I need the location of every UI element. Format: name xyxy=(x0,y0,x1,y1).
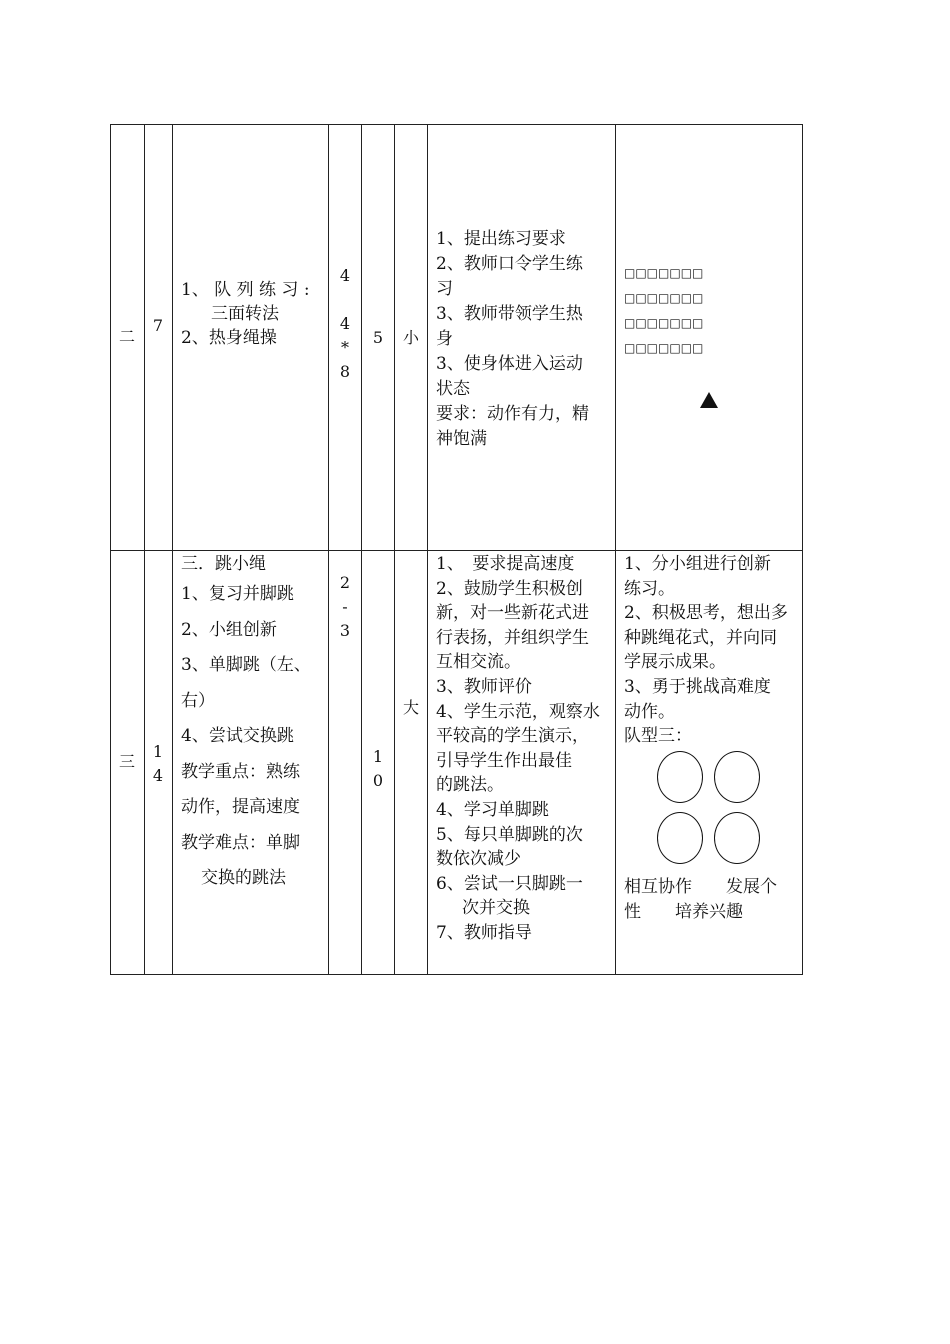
count-char: 8 xyxy=(339,362,351,381)
student-line: 学展示成果。 xyxy=(624,652,726,673)
student-line: 3、勇于挑战高难度 xyxy=(624,676,771,697)
method-line: 数依次减少 xyxy=(436,849,521,870)
col-line xyxy=(615,124,616,975)
count-char: 4 xyxy=(339,314,351,333)
count-char: 3 xyxy=(339,621,351,640)
content-line: 三面转法 xyxy=(211,304,279,324)
count-char: 2 xyxy=(339,573,351,592)
method-line: 引导学生作出最佳 xyxy=(436,750,572,771)
minutes-char: 4 xyxy=(152,766,164,785)
content-cell xyxy=(181,278,323,350)
col-line xyxy=(110,124,111,975)
content-line: 动作，提高速度 xyxy=(181,797,300,817)
content-line: 交换的跳法 xyxy=(201,868,286,888)
closing-cell xyxy=(624,875,800,924)
content-line: 三．跳小绳 xyxy=(181,554,266,574)
section-label: 二 xyxy=(118,327,135,346)
group-circle xyxy=(714,751,760,803)
closing-line: 相互协作 发展个 xyxy=(624,877,777,897)
col-line xyxy=(144,124,145,975)
group-circle xyxy=(714,812,760,864)
table-border-right xyxy=(802,124,803,975)
count-char: * xyxy=(341,338,349,357)
content-line: 2、小组创新 xyxy=(181,619,277,640)
method-line: 次并交换 xyxy=(462,898,530,919)
method-line: 身 xyxy=(436,329,453,349)
col-line xyxy=(427,124,428,975)
content-line: 4、尝试交换跳 xyxy=(181,726,294,746)
minutes-value xyxy=(148,740,168,788)
table-border-bottom xyxy=(110,974,803,975)
section-label: 三 xyxy=(118,752,135,771)
col-line xyxy=(361,124,362,975)
student-line: 2、积极思考，想出多 xyxy=(624,603,788,624)
method-line: 2、鼓励学生积极创 xyxy=(436,578,583,599)
formation-row: □□□□□□□ xyxy=(624,266,704,280)
method-line: 习 xyxy=(436,279,453,299)
formation-row: □□□□□□□ xyxy=(624,341,704,355)
method-line: 7、教师指导 xyxy=(436,922,532,943)
group-circle xyxy=(657,812,703,864)
method-line: 的跳法。 xyxy=(436,775,504,796)
minutes-value: 7 xyxy=(152,316,164,335)
method-line: 神饱满 xyxy=(436,429,487,449)
content-line: 1、复习并脚跳 xyxy=(181,584,294,604)
times-char: 0 xyxy=(372,771,384,790)
method-line: 要求：动作有力，精 xyxy=(436,404,589,424)
method-line: 1、 要求提高速度 xyxy=(436,554,575,574)
method-line: 4、学生示范，观察水 xyxy=(436,701,600,722)
minutes-char: 1 xyxy=(152,742,164,761)
content-line: 1、 队 列 练 习 : xyxy=(181,280,310,300)
times-value: 5 xyxy=(372,328,384,347)
method-line: 4、学习单脚跳 xyxy=(436,799,549,820)
method-line: 3、教师评价 xyxy=(436,676,532,697)
content-cell xyxy=(181,551,323,897)
student-line: 练习。 xyxy=(624,578,675,599)
table-border-top xyxy=(110,124,803,125)
count-char: - xyxy=(342,597,348,616)
times-char: 1 xyxy=(372,747,384,766)
student-line: 队型三： xyxy=(624,726,692,747)
method-line: 5、每只单脚跳的次 xyxy=(436,824,583,845)
method-line: 2、教师口令学生练 xyxy=(436,254,583,274)
count-char xyxy=(335,288,355,312)
intensity-value: 小 xyxy=(402,328,419,347)
student-activity-cell xyxy=(624,552,800,749)
student-line: 动作。 xyxy=(624,701,675,722)
method-line: 行表扬，并组织学生 xyxy=(436,627,589,648)
closing-line: 性 培养兴趣 xyxy=(624,901,743,922)
method-line: 3、教师带领学生热 xyxy=(436,304,583,324)
method-cell xyxy=(436,227,612,452)
method-line: 互相交流。 xyxy=(436,652,521,673)
col-line xyxy=(394,124,395,975)
method-line: 平较高的学生演示， xyxy=(436,726,589,747)
content-line: 教学难点：单脚 xyxy=(181,832,300,853)
triangle-icon xyxy=(700,392,718,408)
formation-grid xyxy=(624,261,794,361)
count-value xyxy=(335,571,355,643)
content-line: 右） xyxy=(181,690,215,711)
col-line xyxy=(328,124,329,975)
group-circle xyxy=(657,751,703,803)
method-line: 6、尝试一只脚跳一 xyxy=(436,873,583,894)
content-line: 2、热身绳操 xyxy=(181,328,277,348)
method-line: 新，对一些新花式进 xyxy=(436,603,589,624)
method-line: 状态 xyxy=(436,379,470,399)
col-line xyxy=(172,124,173,975)
content-line: 3、单脚跳（左、 xyxy=(181,655,311,675)
formation-row: □□□□□□□ xyxy=(624,316,704,330)
student-line: 1、分小组进行创新 xyxy=(624,554,771,574)
method-line: 1、提出练习要求 xyxy=(436,229,566,249)
method-line: 3、使身体进入运动 xyxy=(436,354,583,374)
count-char: 4 xyxy=(339,266,351,285)
count-value xyxy=(335,264,355,384)
method-cell xyxy=(436,552,612,946)
intensity-value: 大 xyxy=(402,698,419,717)
content-line: 教学重点：熟练 xyxy=(181,761,300,782)
times-value xyxy=(368,745,388,793)
formation-row: □□□□□□□ xyxy=(624,291,704,305)
student-line: 种跳绳花式，并向同 xyxy=(624,627,777,648)
